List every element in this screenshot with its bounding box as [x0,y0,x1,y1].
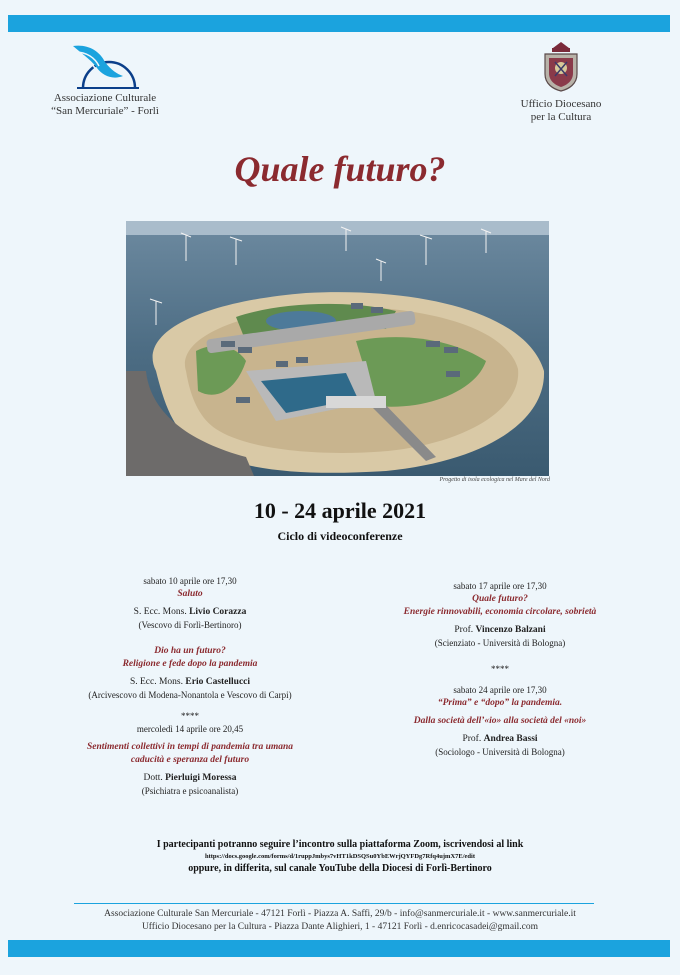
footer-line-diocese: Ufficio Diocesano per la Cultura - Piazza Dante Alighieri, 1 - 47121 Forlì - d.enricocasadei@gmail.com [141,922,539,932]
event-topic: caducità e speranza del futuro [130,755,250,765]
right-org-line2: per la Cultura [530,111,592,123]
separator: **** [181,711,199,721]
bottom-color-band [8,940,670,957]
separator: **** [491,664,509,674]
event-subtitle: Ciclo di videoconferenze [277,529,403,543]
zoom-info-text: I partecipanti potranno seguire l’incontro sulla piattaforma Zoom, iscrivendosi al link [156,839,524,850]
event-date: sabato 24 aprile ore 17,30 [453,685,547,695]
footer-line-association: Associazione Culturale San Mercuriale - 47121 Forlì - Piazza A. Saffi, 29/b - info@sanmercuriale.it - www.sanmercuriale.it [104,909,576,919]
event-speaker: S. Ecc. Mons. Erio Castellucci [129,677,251,687]
event-role: (Arcivescovo di Modena-Nonantola e Vescovo di Carpi) [88,690,292,700]
eco-island-illustration [126,221,549,476]
event-topic: Religione e fede dopo la pandemia [122,659,258,669]
event-role: (Vescovo di Forlì-Bertinoro) [138,620,242,630]
event-topic: Dio ha un futuro? [154,646,226,656]
event-speaker: S. Ecc. Mons. Livio Corazza [133,607,247,617]
event-speaker: Prof. Vincenzo Balzani [454,625,546,635]
event-topic: Sentimenti collettivi in tempi di pandemia tra umana [86,742,294,752]
top-color-band [8,15,670,32]
event-date: mercoledì 14 aprile ore 20,45 [136,724,244,734]
event-topic: Energie rinnovabili, economia circolare, sobrietà [403,607,597,617]
left-org-line2: “San Mercuriale” - Forlì [51,105,159,117]
youtube-info-text: oppure, in differita, sul canale YouTube della Diocesi di Forlì-Bertinoro [188,863,492,874]
diocese-crest-icon [539,40,583,92]
left-org-line1: Associazione Culturale [53,92,157,104]
schedule-left-column [50,575,330,798]
event-role: (Sociologo - Università di Bologna) [435,747,565,757]
footer-contacts [0,908,680,934]
association-logo-block [30,40,180,118]
event-topic: Dalla società dell’«io» alla società del «noi» [413,716,587,726]
event-speaker: Prof. Andrea Bassi [462,734,538,744]
participation-info [0,838,680,876]
event-topic: Saluto [177,589,203,599]
event-topic: Quale futuro? [472,594,528,604]
winged-arch-logo-icon [65,40,145,92]
poster-title: Quale futuro? [234,149,446,189]
event-speaker: Dott. Pierluigi Moressa [143,773,237,783]
event-date: sabato 17 aprile ore 17,30 [453,581,547,591]
event-role: (Scienziato - Università di Bologna) [434,638,566,648]
registration-link[interactable]: https://docs.google.com/forms/d/1ruppJmbys7vHT1kDSQSu0YbEWrjQYFDg7Rfq4ujmX7E/edit [204,853,476,860]
event-dates: 10 - 24 aprile 2021 [253,498,427,523]
diocese-logo-block [506,40,616,124]
event-topic: “Prima” e “dopo” la pandemia. [437,698,563,708]
event-date: sabato 10 aprile ore 17,30 [143,576,237,586]
right-org-line1: Ufficio Diocesano [520,98,602,110]
footer-divider [74,903,594,904]
event-role: (Psichiatra e psicoanalista) [141,786,239,796]
image-caption: Progetto di isola ecologica nel Mare del Nord [439,477,550,483]
schedule-right-column [355,580,645,759]
